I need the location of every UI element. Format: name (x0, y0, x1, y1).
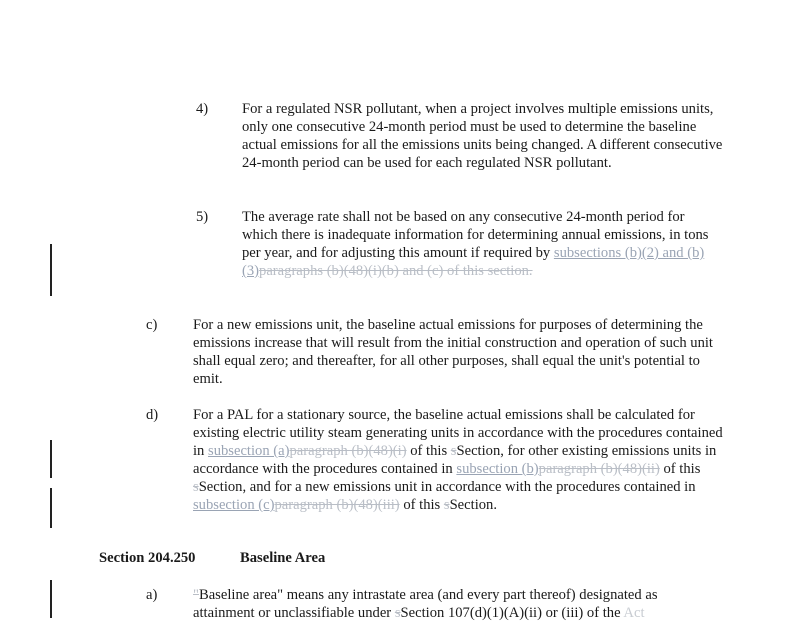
change-bar (50, 580, 52, 618)
item-text-a (193, 586, 713, 622)
section-number: Section 204.250 (99, 550, 196, 566)
item-d-body: Section, for other existing emissions units in accordance with the procedures contained in (193, 443, 717, 477)
item-label-c: c) (146, 317, 158, 333)
item-label-a: a) (146, 587, 158, 603)
deleted-text: " (193, 587, 199, 603)
item-label-4: 4) (196, 101, 209, 117)
deleted-text: paragraph (b)(48)(ii) (538, 461, 660, 477)
item-label-d: d) (146, 407, 159, 423)
deleted-text: s (394, 605, 401, 621)
section-title: Baseline Area (240, 550, 326, 566)
item-5-body: The average rate shall not be based on any consecutive 24-month period for which there is inadequate information for determining annual emissions, in tons per year, and for adjusting this amount if required by (242, 209, 709, 261)
item-text-4: For a regulated NSR pollutant, when a project involves multiple emissions units, only one consecutive 24-month period must be used to determine the baseline actual emissions for all the emissions units being changed. A different consecutive 24-month period can be used for each regulated NSR pollutant. (242, 101, 723, 171)
deleted-text: paragraph (b)(48)(i) (289, 443, 407, 459)
change-bar (50, 244, 52, 296)
item-a-body: Baseline area" means any intrastate area (and every part thereof) designated as attainment or unclassifiable under (193, 587, 658, 621)
deleted-text: paragraphs (b)(48)(i)(b) and (c) of this section. (259, 263, 533, 279)
item-text-c: For a new emissions unit, the baseline actual emissions for purposes of determining the emissions increase that will result from the initial construction and operation of such unit shall equal zero; and thereafter, for all other purposes, shall equal the unit's potential to emit. (193, 317, 713, 387)
item-d-body: For a PAL for a stationary source, the baseline actual emissions shall be calculated for existing electric utility steam generating units in accordance with the procedures contained in (193, 407, 723, 459)
change-bar (50, 440, 52, 478)
item-d-body: of this (403, 497, 441, 513)
inserted-text: subsection (c) (193, 497, 275, 513)
deleted-text: paragraph (b)(48)(iii) (274, 497, 400, 513)
inserted-text: subsection (b) (456, 461, 539, 477)
item-d-body: of this (410, 443, 448, 459)
item-d-body: Section, and for a new emissions unit in accordance with the procedures contained in (198, 479, 696, 495)
deleted-text: s (193, 479, 199, 495)
deleted-text: s (443, 497, 450, 513)
item-d-body: Section. (449, 497, 497, 513)
item-label-5: 5) (196, 209, 209, 225)
item-text-5 (242, 208, 722, 280)
item-text-d (193, 406, 723, 514)
deleted-text: s (450, 443, 457, 459)
change-bar (50, 488, 52, 528)
inserted-text: subsections (b)(2) and (b)(3) (242, 245, 705, 279)
item-a-body: Section 107(d)(1)(A)(ii) or (iii) of the (400, 605, 621, 621)
inserted-text: subsection (a) (208, 443, 290, 459)
faded-text: Act (623, 605, 645, 621)
item-d-body: of this (663, 461, 701, 477)
